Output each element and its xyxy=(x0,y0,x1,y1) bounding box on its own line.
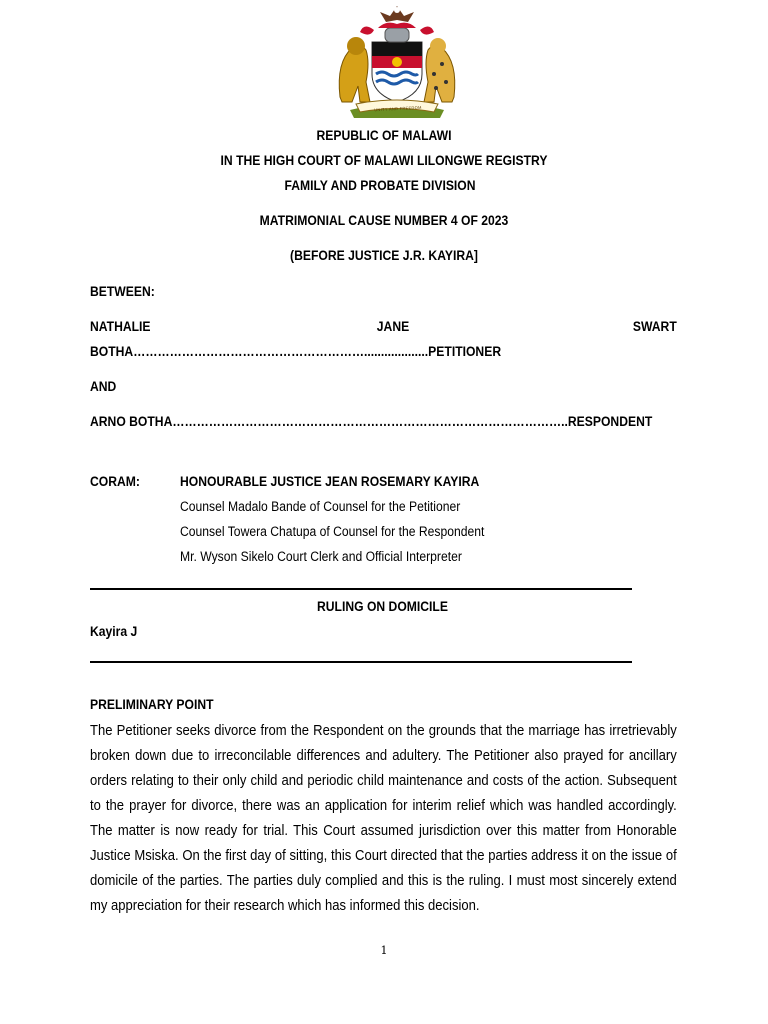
petitioner-last-name: SWART xyxy=(633,319,677,334)
petitioner-name-row xyxy=(90,319,677,335)
divider-bottom xyxy=(90,661,632,663)
and-label: AND xyxy=(90,379,117,394)
malawi-coat-of-arms-icon xyxy=(330,2,464,120)
header-cause: MATRIMONIAL CAUSE NUMBER 4 OF 2023 xyxy=(259,213,509,228)
header-division: FAMILY AND PROBATE DIVISION xyxy=(284,178,476,193)
emblem-motto: UNITY AND FREEDOM xyxy=(374,104,422,113)
page-number: 1 xyxy=(380,944,388,957)
header-before: (BEFORE JUSTICE J.R. KAYIRA] xyxy=(290,248,478,263)
petitioner-middle-name: JANE xyxy=(376,319,409,334)
coram-counsel-respondent: Counsel Towera Chatupa of Counsel for the Respondent xyxy=(180,524,485,539)
divider-top xyxy=(90,588,632,590)
between-label: BETWEEN: xyxy=(90,284,155,299)
petitioner-line2: BOTHA…………………………………………………...................PETITIONER xyxy=(90,344,502,359)
respondent-line xyxy=(90,414,677,430)
petitioner-first-name: NATHALIE xyxy=(90,319,151,334)
coram-counsel-petitioner: Counsel Madalo Bande of Counsel for the Petitioner xyxy=(180,499,461,514)
ruling-title: RULING ON DOMICILE xyxy=(317,599,448,614)
coram-clerk: Mr. Wyson Sikelo Court Clerk and Official Interpreter xyxy=(180,549,462,564)
header-court: IN THE HIGH COURT OF MALAWI LILONGWE REGISTRY xyxy=(220,153,548,168)
coram-judge: HONOURABLE JUSTICE JEAN ROSEMARY KAYIRA xyxy=(180,474,480,489)
section-body: The Petitioner seeks divorce from the Respondent on the grounds that the marriage has irretrievably broken down due to irreconcilable differences and adultery. The Petitioner also prayed for ancillary orders relating to their only child and periodic child maintenance and costs of the action. Subsequent to the prayer for divorce, there was an application for interim relief which was handled accordingly. The matter is now ready for trial. This Court assumed jurisdiction over this matter from Honorable Justice Msiska. On the first day of sitting, this Court directed that the parties address it on the issue of domicile of the parties. The parties duly complied and this is the ruling. I must most sincerely extend my appreciation for their research which has informed this decision. xyxy=(90,723,677,914)
header-republic: REPUBLIC OF MALAWI xyxy=(316,128,452,143)
coram-label: CORAM: xyxy=(90,474,140,489)
section-heading: PRELIMINARY POINT xyxy=(90,697,214,712)
ruling-author: Kayira J xyxy=(90,624,138,639)
respondent-text: ARNO BOTHA……………………………………………………………………………………..RESPONDENT xyxy=(90,414,653,429)
